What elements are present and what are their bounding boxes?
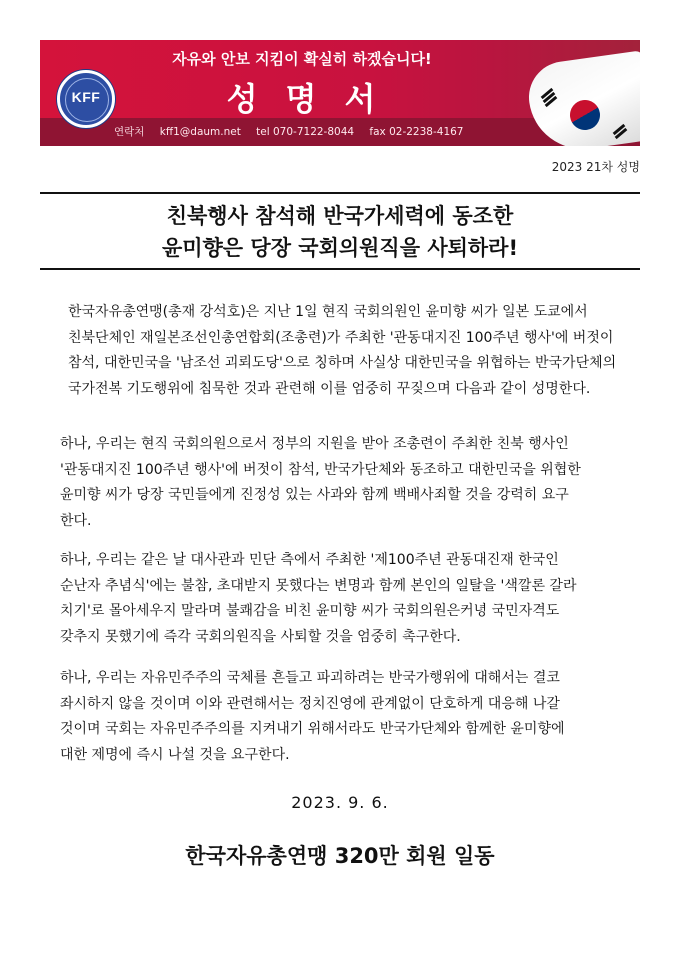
contact-email: kff1@daum.net — [159, 126, 241, 138]
kff-logo — [57, 70, 115, 128]
statement-banner — [40, 40, 640, 146]
korean-flag-icon — [520, 40, 640, 146]
point-line: 하나, 우리는 자유민주주의 국체를 흔들고 파괴하려는 반국가행위에 대해서는 결코 — [60, 670, 560, 686]
point-line: 윤미향 씨가 당장 국민들에게 진정성 있는 사과와 함께 백배사죄할 것을 강력히 요구 — [60, 487, 569, 503]
banner-slogan: 자유와 안보 지킴이 확실히 하겠습니다! — [172, 50, 432, 68]
point-paragraph-1 — [60, 432, 632, 534]
intro-line: 참석, 대한민국을 '남조선 괴뢰도당'으로 칭하며 사실상 대한민국을 위협하는 반국가단체의 — [68, 355, 617, 371]
point-line: 갖추지 못했기에 즉각 국회의원직을 사퇴할 것을 엄중히 촉구한다. — [60, 628, 461, 645]
intro-line: 국가전복 기도행위에 침묵한 것과 관련해 이를 엄중히 꾸짖으며 다음과 같이 성명한다. — [68, 380, 591, 397]
point-paragraph-2 — [60, 548, 632, 650]
signature: 한국자유총연맹 320만 회원 일동 — [185, 844, 495, 868]
headline-line-1: 친북행사 참석해 반국가세력에 동조한 — [166, 204, 514, 228]
intro-line: 친북단체인 재일본조선인총연합회(조총련)가 주최한 '관동대지진 100주년 행사'에 버젓이 — [68, 329, 614, 346]
contact-info — [114, 124, 476, 139]
intro-paragraph — [60, 300, 632, 402]
headline-bottom-rule — [40, 268, 640, 270]
headline-line-2: 윤미향은 당장 국회의원직을 사퇴하라! — [161, 236, 519, 260]
document-number: 2023 21차 성명 — [551, 160, 640, 174]
point-paragraph-3 — [60, 666, 632, 768]
point-line: 것이며 국회는 자유민주주의를 지켜내기 위해서라도 반국가단체와 함께한 윤미향에 — [60, 721, 565, 737]
intro-line: 한국자유총연맹(총재 강석호)은 지난 1일 현직 국회의원인 윤미향 씨가 일본 도쿄에서 — [68, 304, 588, 320]
statement-title: 성명서 — [226, 80, 404, 118]
headline — [40, 200, 640, 264]
headline-top-rule — [40, 192, 640, 194]
point-line: 하나, 우리는 현직 국회의원으로서 정부의 지원을 받아 조총련이 주최한 친북 행사인 — [60, 436, 569, 452]
contact-tel: tel 070-7122-8044 — [256, 126, 355, 138]
point-line: '관동대지진 100주년 행사'에 버젓이 참석, 반국가단체와 동조하고 대한민국을 위협한 — [60, 461, 581, 478]
contact-label: 연락처 — [114, 126, 145, 138]
statement-date: 2023. 9. 6. — [291, 793, 389, 812]
point-line: 좌시하지 않을 것이며 이와 관련해서는 정치진영에 관계없이 단호하게 대응해 나갈 — [60, 695, 560, 712]
point-line: 하나, 우리는 같은 날 대사관과 민단 측에서 주최한 '제100주년 관동대진재 한국인 — [60, 552, 559, 568]
point-line: 치기'로 몰아세우지 말라며 불쾌감을 비친 윤미향 씨가 국회의원은커녕 국민자격도 — [60, 603, 560, 619]
point-line: 순난자 추념식'에는 불참, 초대받지 못했다는 변명과 함께 본인의 일탈을 '색깔론 갈라 — [60, 577, 577, 594]
logo-text: KFF — [71, 89, 101, 105]
point-line: 한다. — [60, 512, 92, 529]
contact-fax: fax 02-2238-4167 — [369, 126, 464, 138]
point-line: 대한 제명에 즉시 나설 것을 요구한다. — [60, 746, 290, 763]
